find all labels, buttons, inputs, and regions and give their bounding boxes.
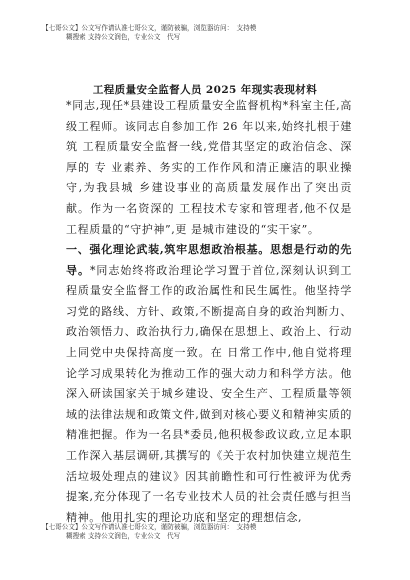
banner-line-2: 糊搜索 支持公文润色，专业公文 代写: [66, 33, 181, 41]
banner-line-1: 【七哥公文】公文写作请认准七哥公文，谨防被骗，浏览器访问： 支持模: [42, 523, 257, 531]
banner-line-1: 【七哥公文】公文写作请认准七哥公文，谨防被骗，浏览器访问： 支持模: [42, 24, 257, 32]
section-lead: 思想是行动的先导。: [66, 243, 352, 277]
watermark-banner-top: [42, 24, 382, 42]
paragraph-intro: *同志,现任*县建设工程质量安全监督机构*科室主任,高级工程师。该同志自参加工作 26 年以来,始终扎根于建筑 工程质量安全监督一线,党借其坚定的政治信念、深厚的 专 业素养、务实的工作作风和清正廉洁的职业操守,为我县城 乡建设事业的高质量发展作出了突出贡献。作为一名资深的 工程技术专家和管理者,他不仅是工程质量的“守护神”,更 是城市建设的“实干家”。: [66, 99, 352, 236]
document-title: 工程质量安全监督人员 2025 年现实表现材料: [92, 84, 318, 96]
section-body: *同志始终将政治理论学习置于首位,深刻认识到工程质量安全监督工作的政治属性和民生属性。他坚持学习党的路线、方针、政策,不断提高自身的政治判断力、政治领悟力、政治执行力,确保在思想上、政治上、行动上同党中央保持高度一致。在 日常工作中,他自觉将理论学习成果转化为推动工作的强大动力和科学方法。他深入研读国家关于城乡建设、安全生产、工程质量等领域的法律法规和政策文件,做到对核心要义和精神实质的精准把握。作为一名县*委员,他积极参政议政,立足本职工作深入基层调研,其撰写的《关于农村加快建立规范生活垃圾处理点的建议》因其前瞻性和可行性被评为优秀提案,充分体现了一名专业技术人员的社会责任感与担当精神。他用扎实的理论功底和坚定的理想信念,: [66, 263, 352, 524]
section-heading: 一、强化理论武装,筑牢思想政治根基。: [66, 243, 270, 256]
banner-line-2: 糊搜索 支持公文润色，专业公文 代写: [66, 532, 181, 540]
paragraph-section-1: [66, 240, 352, 528]
watermark-banner-bottom: [42, 523, 382, 541]
